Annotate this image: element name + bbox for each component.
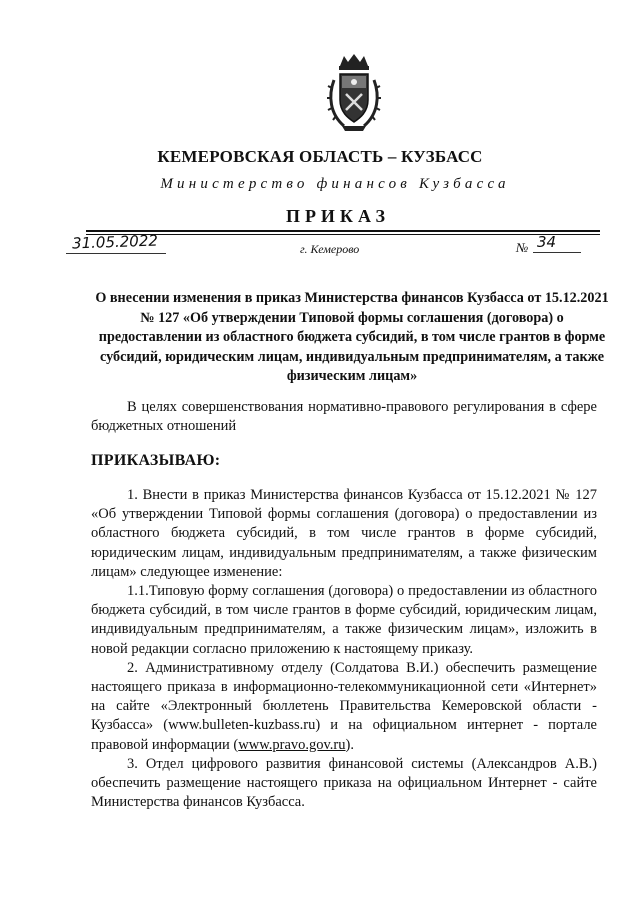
item-1: 1. Внести в приказ Министерства финансов Кузбасса от 15.12.2021 № 127 «Об утверждении Типовой формы соглашения (договора) о предоставлении из областного бюджета субсидий, в том числе грантов в форме субсидий, юридическим лицам, индивидуальным предпринимателям, а также физическим лицам» следующее изменение: [91,487,597,580]
header-rule-thin [86,234,600,235]
number-sign: № [516,240,529,255]
document-subject: О внесении изменения в приказ Министерства финансов Кузбасса от 15.12.2021 № 127 «Об утверждении Типовой формы соглашения (договора) о предоставлении из областного бюджета субсидий, в том числе грантов в форме субсидий, юридическим лицам, индивидуальным предпринимателям, а также физическим лицам» [95,290,609,385]
item-2-tail: ). [345,736,354,753]
document-type: ПРИКАЗ [285,206,391,226]
header-rule [86,230,600,232]
pravo-gov-link[interactable]: www.pravo.gov.ru [238,736,346,753]
document-date: 31.05.2022 [71,231,159,253]
city: г. Кемерово [300,242,360,256]
item-2-text: 2. Административному отделу (Солдатова В.И.) обеспечить размещение настоящего приказа в информационно-телекоммуникационной сети «Интернет» на сайте «Электронный бюллетень Правительства Кемеровской области - Кузбасса» (www.bulleten-kuzbass.ru) и на официальном интернет - портале правовой информации ( [91,659,597,753]
item-2 [91,659,597,755]
ministry-name: Министерство финансов Кузбасса [160,176,510,192]
coat-of-arms-emblem [326,52,382,134]
region-title: КЕМЕРОВСКАЯ ОБЛАСТЬ – КУЗБАСС [157,147,483,166]
item-1-1: 1.1.Типовую форму соглашения (договора) о предоставлении из областного бюджета субсидий, в том числе грантов в форме субсидий, юридическим лицам, индивидуальным предпринимателям, а также физическим лицам», изложить в новой редакции согласно приложению к настоящему приказу. [91,583,597,657]
order-word: ПРИКАЗЫВАЮ: [91,452,221,469]
date-underline [66,253,166,254]
preamble-paragraph: В целях совершенствования нормативно-правового регулирования в сфере бюджетных отношений [91,399,597,435]
number-underline [533,252,581,253]
order-items [91,486,597,812]
document-number: 34 [537,233,557,251]
item-3: 3. Отдел цифрового развития финансовой системы (Александров А.В.) обеспечить размещение настоящего приказа на официальном Интернет - сайте Министерства финансов Кузбасса. [91,755,597,811]
